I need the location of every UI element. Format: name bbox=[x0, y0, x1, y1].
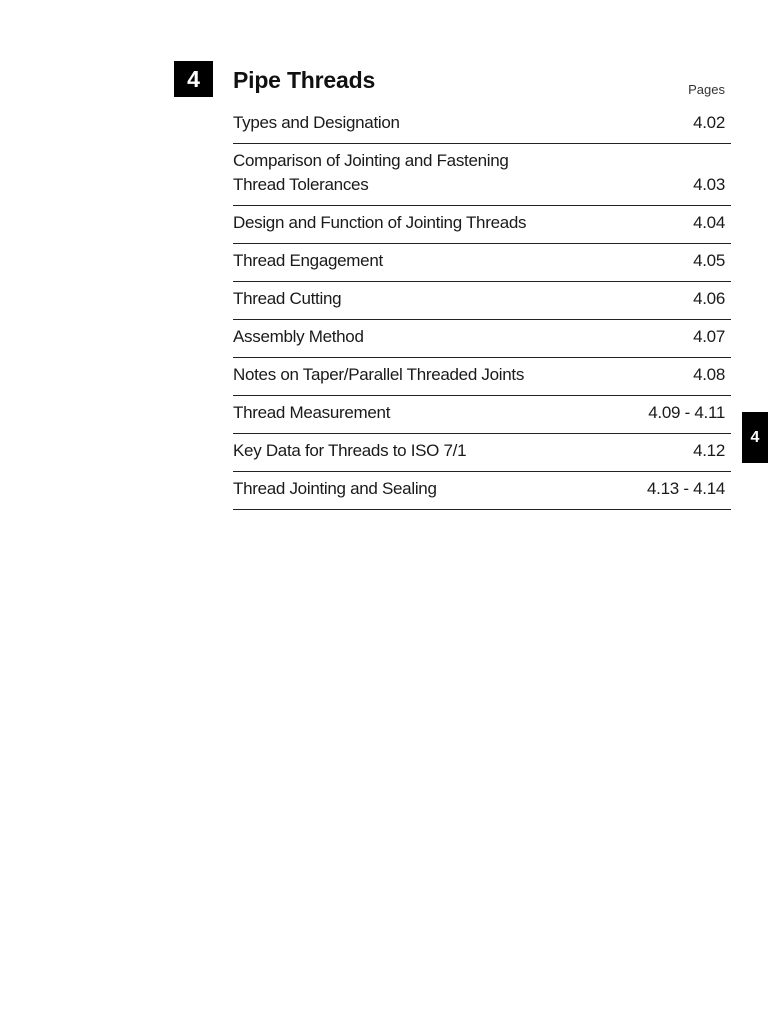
toc-entry[interactable] bbox=[233, 206, 731, 244]
toc-entry-title: Thread Measurement bbox=[233, 403, 391, 422]
chapter-number-box: 4 bbox=[174, 61, 213, 97]
toc-entry-page: 4.06 bbox=[693, 289, 725, 308]
toc-entry-title: Types and Designation bbox=[233, 113, 400, 132]
toc-entry-title: Thread Cutting bbox=[233, 289, 342, 308]
toc-entry[interactable] bbox=[233, 106, 731, 144]
toc-entry-page: 4.02 bbox=[693, 113, 725, 132]
toc-entry[interactable] bbox=[233, 244, 731, 282]
toc-entry-page: 4.03 bbox=[693, 175, 725, 194]
table-of-contents bbox=[233, 106, 731, 510]
toc-entry-page: 4.12 bbox=[693, 441, 725, 460]
toc-entry-title: Design and Function of Jointing Threads bbox=[233, 213, 527, 232]
toc-entry-title: Key Data for Threads to ISO 7/1 bbox=[233, 441, 467, 460]
toc-entry-page: 4.08 bbox=[693, 365, 725, 384]
toc-entry-title: Thread Jointing and Sealing bbox=[233, 479, 437, 498]
toc-entry-title: Thread Engagement bbox=[233, 251, 383, 270]
toc-entry[interactable] bbox=[233, 282, 731, 320]
toc-entry-title: Assembly Method bbox=[233, 327, 364, 346]
toc-entry[interactable] bbox=[233, 434, 731, 472]
toc-entry[interactable] bbox=[233, 472, 731, 510]
page-title: Pipe Threads bbox=[233, 67, 376, 93]
toc-entry[interactable] bbox=[233, 144, 731, 206]
pages-column-label: Pages bbox=[688, 82, 725, 97]
chapter-side-tab[interactable]: 4 bbox=[742, 412, 768, 463]
toc-entry-title: Comparison of Jointing and Fastening Thread Tolerances bbox=[233, 151, 509, 194]
toc-entry-page: 4.04 bbox=[693, 213, 725, 232]
toc-entry[interactable] bbox=[233, 320, 731, 358]
toc-entry-page: 4.07 bbox=[693, 327, 725, 346]
toc-entry-page: 4.09 - 4.11 bbox=[648, 403, 725, 422]
toc-entry[interactable] bbox=[233, 396, 731, 434]
toc-entry-page: 4.13 - 4.14 bbox=[647, 479, 725, 498]
toc-entry[interactable] bbox=[233, 358, 731, 396]
toc-entry-page: 4.05 bbox=[693, 251, 725, 270]
toc-entry-title: Notes on Taper/Parallel Threaded Joints bbox=[233, 365, 525, 384]
